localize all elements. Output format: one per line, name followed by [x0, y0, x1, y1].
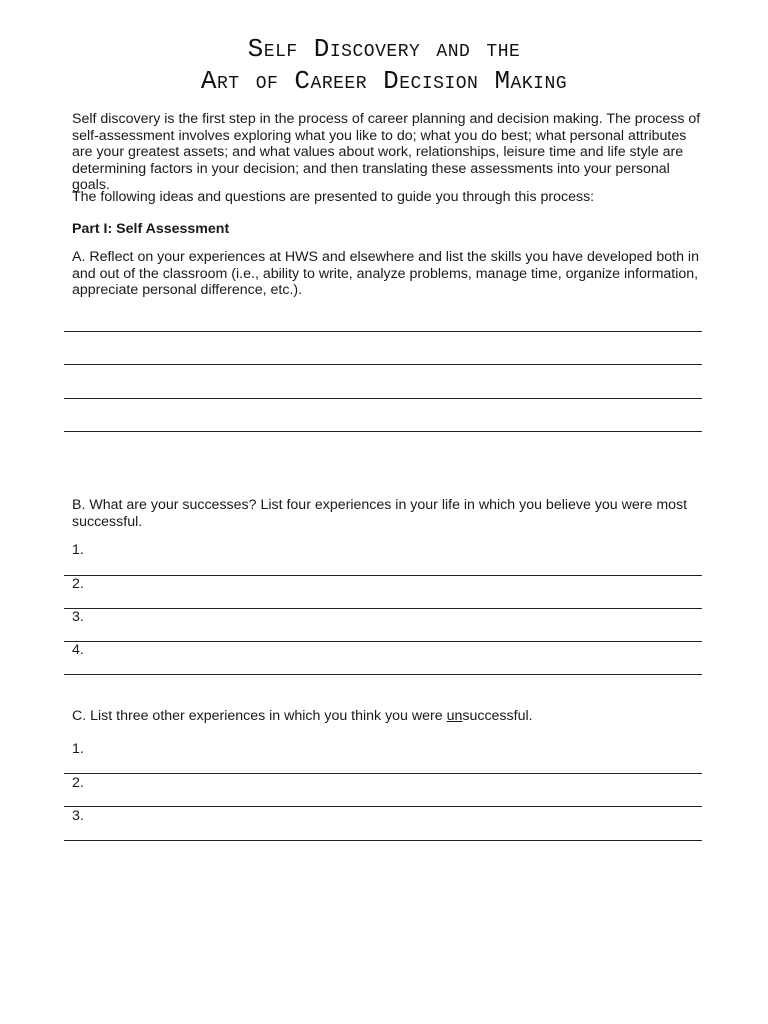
title-line-2: Art of Career Decision Making [200, 66, 568, 96]
section-heading-self-assessment: Part I: Self Assessment [72, 221, 230, 237]
answer-line-b-1 [64, 575, 702, 576]
answer-line-c-3 [64, 840, 702, 841]
guide-sentence: The following ideas and questions are presented to guide you through this process: [72, 189, 595, 205]
list-item-number: 3. [72, 609, 84, 625]
question-c-underlined-prefix: un [446, 708, 463, 724]
list-item-number: 1. [72, 542, 84, 558]
answer-line-b-4 [64, 674, 702, 675]
list-item-number: 1. [72, 741, 84, 757]
answer-line-c-2 [64, 806, 702, 807]
list-item-number: 2. [72, 775, 84, 791]
answer-line-b-2 [64, 608, 702, 609]
question-a: A. Reflect on your experiences at HWS and elsewhere and list the skills you have developed both in and out of the classroom (i.e., ability to write, analyze problems, manage time, organize information, appreciate personal difference, etc.). [72, 249, 699, 299]
list-item-number: 2. [72, 576, 84, 592]
question-b: B. What are your successes? List four experiences in your life in which you believe you were most successful. [72, 497, 688, 530]
answer-line-a-2 [64, 364, 702, 365]
list-item-number: 3. [72, 808, 84, 824]
question-c [72, 708, 702, 725]
question-c-text-end: successful. [462, 708, 533, 724]
question-c-text-start: C. List three other experiences in which you think you were [72, 708, 447, 724]
answer-line-c-1 [64, 773, 702, 774]
title-line-1: Self Discovery and the [247, 34, 521, 64]
answer-line-a-3 [64, 398, 702, 399]
list-item-number: 4. [72, 642, 84, 658]
intro-paragraph: Self discovery is the first step in the process of career planning and decision making. The process of self-assessment involves exploring what you like to do; what you do best; what personal attributes are your greatest assets; and what values about work, relationships, leisure time and life style are determining factors in your decision; and then translating these assessments into your personal goals. [72, 111, 701, 194]
answer-line-a-1 [64, 331, 702, 332]
answer-line-a-4 [64, 431, 702, 432]
answer-line-b-3 [64, 641, 702, 642]
